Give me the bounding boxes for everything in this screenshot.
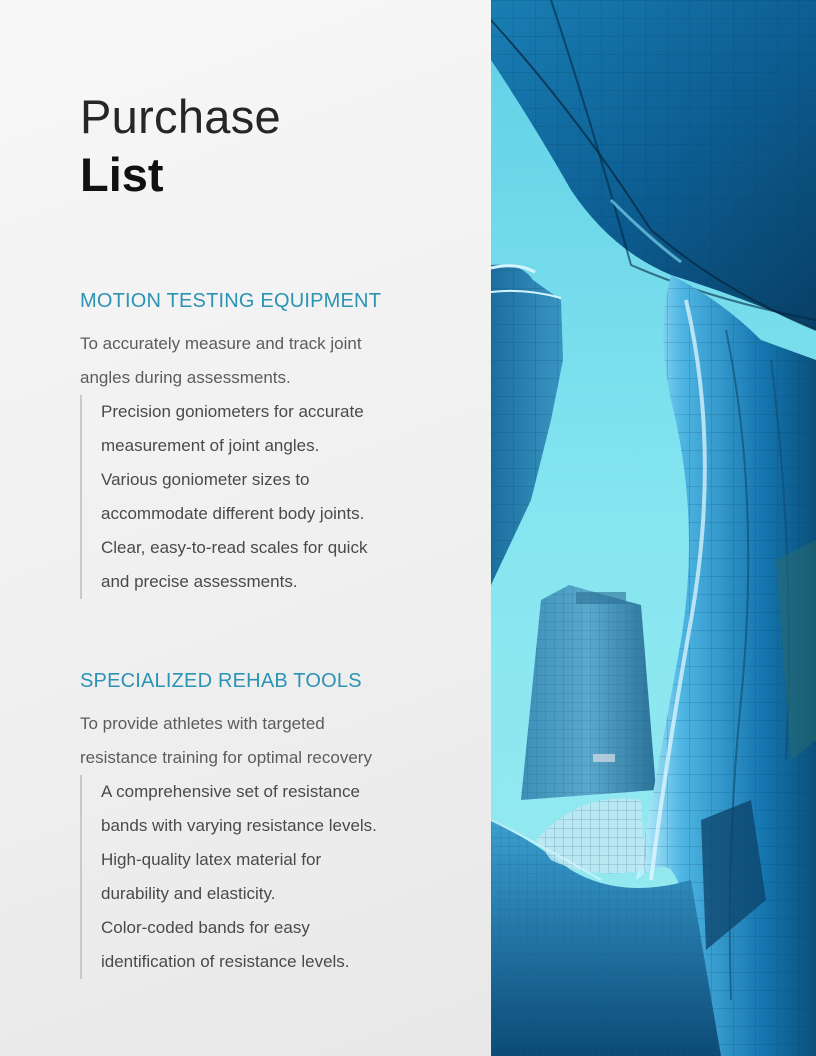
list-item: accommodate different body joints.: [101, 504, 365, 523]
list-item: Color-coded bands for easy: [101, 918, 310, 937]
list-item: Precision goniometers for accurate: [101, 402, 364, 421]
section-heading: SPECIALIZED REHAB TOOLS: [80, 670, 362, 692]
list-item: A comprehensive set of resistance: [101, 782, 360, 801]
architecture-photo: [491, 0, 816, 1056]
list-item: High-quality latex material for: [101, 850, 322, 869]
title-line-purchase: Purchase: [80, 90, 281, 143]
title-line-list: List: [80, 148, 164, 201]
section-intro: [80, 707, 420, 775]
section-motion-testing: [80, 289, 420, 599]
intro-line: To provide athletes with targeted: [80, 714, 325, 733]
tower-illustration: [521, 585, 656, 800]
bullet-list: [80, 395, 420, 599]
bullet-list: [80, 775, 420, 979]
section-heading: MOTION TESTING EQUIPMENT: [80, 290, 382, 312]
intro-line: angles during assessments.: [80, 368, 291, 387]
list-item: durability and elasticity.: [101, 884, 276, 903]
list-item: Various goniometer sizes to: [101, 470, 310, 489]
intro-line: resistance training for optimal recovery: [80, 748, 372, 767]
section-rehab-tools: [80, 669, 420, 979]
section-intro: [80, 327, 420, 395]
list-item: Clear, easy-to-read scales for quick: [101, 538, 368, 557]
list-item: bands with varying resistance levels.: [101, 816, 377, 835]
list-item: measurement of joint angles.: [101, 436, 320, 455]
intro-line: To accurately measure and track joint: [80, 334, 362, 353]
page-title: [80, 88, 281, 204]
list-item: and precise assessments.: [101, 572, 298, 591]
list-item: identification of resistance levels.: [101, 952, 350, 971]
